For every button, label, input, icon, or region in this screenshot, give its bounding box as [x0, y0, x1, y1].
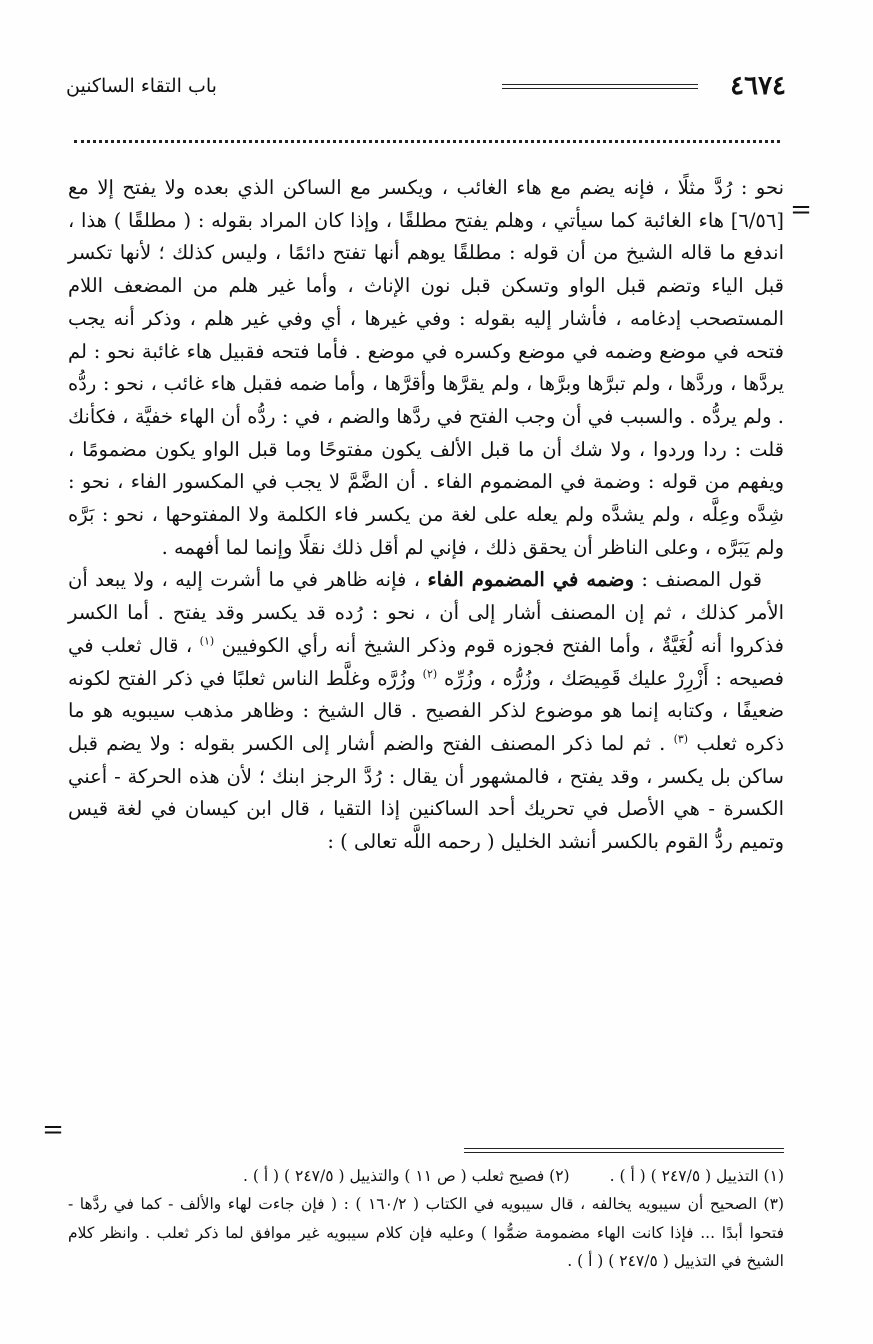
paragraph-2-part-c: ، قال ثعلب في فصيحه : أَزْرِرْ عليك قَمِيصَك ، وزُرُّه ، وزُرِّه [68, 633, 785, 690]
footnote-3: (٣) الصحيح أن سيبويه يخالفه ، قال سيبويه في الكتاب ( ١٦٠/٢ ) : ( فإن جاءت لهاء والألف - كما في ردَّها - فتحوا أبدًا ... فإذا كانت الهاء مضمومة ضمُّوا ) وعليه فإن كلام سيبويه غير موافق لما ذكر ثعلب . وانظر كلام الشيخ في التذييل ( ٢٤٧/٥ ) ( أ ) . [68, 1195, 784, 1271]
footnotes [68, 1162, 784, 1276]
continuation-mark-end: = [42, 1115, 64, 1145]
footnote-1: (١) التذييل ( ٢٤٧/٥ ) ( أ ) . [609, 1167, 784, 1185]
footnote-ref-3[interactable]: (٣) [673, 732, 689, 746]
footnote-ref-1[interactable]: (١) [199, 634, 215, 648]
paragraph-2-part-a: قول المصنف : [634, 568, 762, 592]
paragraph-2-part-b: ، فإنه ظاهر في ما أشرت إليه ، ولا يبعد أن الأمر كذلك ، ثم إن المصنف أشار إلى أن ، نحو : رُده قد يكسر وقد يفتح . أما الكسر فذكروا أنه لُغَيَّةٌ ، وأما الفتح فجوزه قوم وذكر الشيخ أنه رأي الكوفيين [68, 568, 785, 657]
dotted-separator [74, 140, 780, 143]
running-header [66, 66, 786, 106]
main-text [68, 172, 784, 859]
page-number: ٤٦٧٤ [730, 71, 786, 101]
continuation-mark-start: = [790, 195, 812, 225]
chapter-title: باب التقاء الساكنين [66, 75, 217, 97]
footnote-line-1 [68, 1162, 784, 1190]
paragraph-2-part-e: . ثم لما ذكر المصنف الفتح والضم أشار إلى الكسر بقوله : ولا يضم قبل ساكن بل يكسر ، وقد يفتح ، فالمشهور أن يقال : رُدَّ الرجز ابنك ؛ لأن هذه الحركة - أعني الكسرة - هي الأصل في تحريك أحد الساكنين إذا التقيا ، قال ابن كيسان في لغة قيس وتميم ردُّ القوم بالكسر أنشد الخليل ( رحمه اللَّه تعالى ) : [68, 731, 784, 854]
paragraph-1: نحو : رُدَّ مثلًا ، فإنه يضم مع هاء الغائب ، ويكسر مع الساكن الذي بعده ولا يفتح إلا مع [٦/٥٦] هاء الغائبة كما سيأتي ، وهلم يفتح مطلقًا ، وإذا كان المراد بقوله : ( مطلقًا ) هذا ، اندفع ما قاله الشيخ من أن قوله : مطلقًا يوهم أنها تفتح دائمًا ، وليس كذلك ؛ لأنها تكسر قبل الياء وتضم قبل الواو وتسكن قبل نون الإناث ، وأما غير هلم من المضعف اللام المستصحب إدغامه ، فأشار إليه بقوله : وفي غيرها ، أي وفي غير هلم ، وذكر أنه يجب فتحه في موضع وضمه في موضع وكسره في موضع . فأما فتحه فقبيل هاء غائبة نحو : لم يردَّها ، وردَّها ، ولم تبرَّها وبرَّها ، ولم يقرَّها وأقرَّها ، وأما ضمه فقبل هاء غائب ، نحو : ردُّه . ولم يردُّه . والسبب في أن وجب الفتح في ردَّها والضم ، في : ردُّه أن الهاء خفيَّة ، فكأنك قلت : ردا وردوا ، ولا شك أن ما قبل الألف يكون مفتوحًا وما قبل الواو يكون مضمومًا ، ويفهم من قوله : وضمة في المضموم الفاء . أن الضَّمَّ لا يجب في المكسور الفاء ، نحو : شِدَّه وعِلَّه ، ولم يشدَّه ولم يعله على لغة من يكسر فاء الكلمة ولا المفتوحها ، نحو : بَرَّه ولم يَبَرَّه ، وعلى الناظر أن يحقق ذلك ، فإني لم أقل ذلك نقلًا وإنما لما أفهمه . [68, 176, 784, 559]
quoted-phrase-bold: وضمه في المضموم الفاء [427, 568, 635, 592]
footnote-ref-2[interactable]: (٢) [422, 667, 438, 681]
footnote-2: (٢) فصيح ثعلب ( ص ١١ ) والتذييل ( ٢٤٧/٥ ) ( أ ) . [243, 1167, 570, 1185]
header-double-rule [502, 84, 698, 89]
footnote-rule [464, 1148, 784, 1153]
paragraph-2 [68, 564, 784, 858]
paragraph-2-part-d: وزُرَّه وغلَّط الناس ثعلبًا في ذكر الفتح لكونه ضعيفًا ، وكتابه إنما هو موضوع لذكر الفصيح . قال الشيخ : وظاهر مذهب سيبويه هو ما ذكره ثعلب [68, 666, 784, 755]
